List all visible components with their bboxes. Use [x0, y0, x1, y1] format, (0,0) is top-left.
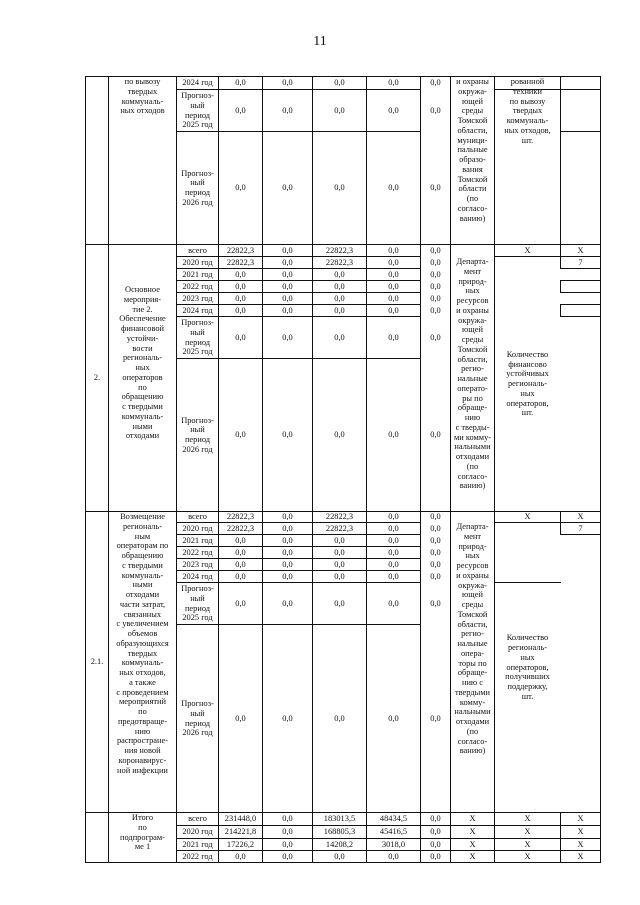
- block_4-c4-cell: 0,0: [430, 839, 441, 849]
- block_2-c4-cell: 0,0: [430, 305, 441, 315]
- block_4-period-cell: 2021 год: [182, 839, 213, 849]
- x-mark: Х: [577, 827, 584, 837]
- block_2-total-cell: 22822,3: [226, 245, 255, 255]
- block_3-c2-cell: 0,0: [334, 598, 345, 608]
- block_3-total-cell: 22822,3: [226, 512, 255, 522]
- block_2-c1-cell: 0,0: [282, 293, 293, 303]
- block_4-c2-cell: 168805,3: [323, 827, 356, 837]
- block_1-c1-cell: 0,0: [282, 105, 293, 115]
- block_2-c3-cell: 0,0: [388, 332, 399, 342]
- block_3-c2-cell: 0,0: [334, 571, 345, 581]
- block_4-c3-cell: 45416,5: [379, 827, 408, 837]
- indicator: Количество региональ- ных операторов, получивших поддержку, шт.: [505, 633, 550, 701]
- block_3-total-cell: 0,0: [235, 598, 246, 608]
- block_1-c2-cell: 0,0: [334, 105, 345, 115]
- block_2-c3-cell: 0,0: [388, 305, 399, 315]
- block_2-total-cell: 0,0: [235, 293, 246, 303]
- block_3-total-cell: 0,0: [235, 559, 246, 569]
- x-mark: Х: [469, 851, 476, 861]
- block_3-c3-cell: 0,0: [388, 535, 399, 545]
- block_4-c1-cell: 0,0: [282, 827, 293, 837]
- block_3-c3-cell: 0,0: [388, 598, 399, 608]
- block_2-period-cell: Прогноз- ный период 2025 год: [181, 318, 214, 357]
- block_3-c3-cell: 0,0: [388, 523, 399, 533]
- block_3-c3-cell: 0,0: [388, 571, 399, 581]
- block_4-total-cell: 214221,8: [224, 827, 257, 837]
- block_2-c2-cell: 0,0: [334, 269, 345, 279]
- block_3-period-cell: 2024 год: [182, 571, 213, 581]
- block_3-c3-cell: 0,0: [388, 713, 399, 723]
- block_1-period-cell: Прогноз- ный период 2026 год: [181, 168, 214, 207]
- block_3-period-cell: 2021 год: [182, 535, 213, 545]
- x-mark: Х: [577, 814, 584, 824]
- block_4-period-cell: всего: [188, 814, 207, 824]
- x-mark: Х: [577, 839, 584, 849]
- block_2-c4-cell: 0,0: [430, 281, 441, 291]
- executor-tail: и охраны окружа- ющей среды Томской области, муници- пальные образо- вания Томской области (по согласо- ванию): [456, 77, 489, 223]
- block_1-period-cell: Прогноз- ный период 2025 год: [181, 91, 214, 130]
- block_3-c1-cell: 0,0: [282, 559, 293, 569]
- block_1-c1-cell: 0,0: [282, 78, 293, 88]
- block_2-c4-cell: 0,0: [430, 430, 441, 440]
- block_4-c1-cell: 0,0: [282, 851, 293, 861]
- block_4-c3-cell: 3018,0: [381, 839, 406, 849]
- block_3-c3-cell: 0,0: [388, 547, 399, 557]
- block_2-c1-cell: 0,0: [282, 430, 293, 440]
- block_3-total-cell: 22822,3: [226, 523, 255, 533]
- block_2-c2-cell: 22822,3: [325, 257, 354, 267]
- block_3-c1-cell: 0,0: [282, 523, 293, 533]
- block_1-c3-cell: 0,0: [388, 183, 399, 193]
- block_1-c2-cell: 0,0: [334, 183, 345, 193]
- block_3-c2-cell: 0,0: [334, 535, 345, 545]
- row-number: 2.: [93, 373, 101, 383]
- block_3-c2-cell: 22822,3: [325, 512, 354, 522]
- block_2-total-cell: 0,0: [235, 269, 246, 279]
- block_2-c2-cell: 0,0: [334, 305, 345, 315]
- block_3-period-cell: 2020 год: [182, 523, 213, 533]
- block_1-c4-cell: 0,0: [430, 105, 441, 115]
- block_2-c2-cell: 0,0: [334, 430, 345, 440]
- block_4-c1-cell: 0,0: [282, 839, 293, 849]
- indicator-tail: рованной техники по вывозу твердых коммуналь- ных отходов, шт.: [504, 77, 551, 145]
- block_2-period-cell: 2022 год: [182, 281, 213, 291]
- block_3-c4-cell: 0,0: [430, 713, 441, 723]
- x-mark: Х: [524, 814, 531, 824]
- executor: Департа- мент природ- ных ресурсов и охраны окружа- ющей среды Томской области, регио- нальные операто- ры по обраще- нию с тверды- ми комму- нальными отходами (по согласо- ванию): [453, 257, 492, 491]
- block_3-c1-cell: 0,0: [282, 512, 293, 522]
- block_2-period-cell: 2021 год: [182, 269, 213, 279]
- block_3-period-cell: всего: [188, 512, 207, 522]
- x-mark: Х: [469, 814, 476, 824]
- block_2-c1-cell: 0,0: [282, 332, 293, 342]
- value-2020: 7: [578, 257, 583, 267]
- block_2-total-cell: 0,0: [235, 430, 246, 440]
- block_1-c1-cell: 0,0: [282, 183, 293, 193]
- block_3-c3-cell: 0,0: [388, 512, 399, 522]
- block_2-total-cell: 0,0: [235, 305, 246, 315]
- x-mark: Х: [524, 851, 531, 861]
- block_3-total-cell: 0,0: [235, 535, 246, 545]
- block_4-c4-cell: 0,0: [430, 827, 441, 837]
- x-mark: Х: [524, 512, 531, 522]
- block_1-total-cell: 0,0: [235, 105, 246, 115]
- block_2-c1-cell: 0,0: [282, 245, 293, 255]
- block_4-period-cell: 2020 год: [182, 827, 213, 837]
- block_2-c1-cell: 0,0: [282, 281, 293, 291]
- block_4-c1-cell: 0,0: [282, 814, 293, 824]
- x-mark: Х: [577, 851, 584, 861]
- block_2-c1-cell: 0,0: [282, 269, 293, 279]
- block_2-c2-cell: 0,0: [334, 293, 345, 303]
- block_2-c3-cell: 0,0: [388, 269, 399, 279]
- block_3-period-cell: Прогноз- ный период 2026 год: [181, 699, 214, 738]
- block_2-c1-cell: 0,0: [282, 305, 293, 315]
- block_2-total-cell: 0,0: [235, 332, 246, 342]
- block_2-c4-cell: 0,0: [430, 245, 441, 255]
- block_1-total-cell: 0,0: [235, 78, 246, 88]
- block_3-period-cell: 2023 год: [182, 559, 213, 569]
- block_3-c2-cell: 22822,3: [325, 523, 354, 533]
- block_2-c4-cell: 0,0: [430, 269, 441, 279]
- x-mark: Х: [577, 512, 584, 522]
- block_1-c2-cell: 0,0: [334, 78, 345, 88]
- block_2-c3-cell: 0,0: [388, 257, 399, 267]
- block_2-c2-cell: 0,0: [334, 332, 345, 342]
- block_2-c4-cell: 0,0: [430, 293, 441, 303]
- block_3-c2-cell: 0,0: [334, 713, 345, 723]
- block_4-c3-cell: 0,0: [388, 851, 399, 861]
- executor: Департа- мент природ- ных ресурсов и охраны окружа- ющей среды Томской области, регио- нальные опера- торы по обраще- нию с твердыми комму- нальными отходами (по согласо- ванию): [454, 522, 491, 756]
- block_1-total-cell: 0,0: [235, 183, 246, 193]
- block_3-c2-cell: 0,0: [334, 559, 345, 569]
- block_3-c1-cell: 0,0: [282, 598, 293, 608]
- block_4-c2-cell: 183013,5: [323, 814, 356, 824]
- block_4-total-cell: 0,0: [235, 851, 246, 861]
- block_4-period-cell: 2022 год: [182, 851, 213, 861]
- block_2-c2-cell: 22822,3: [325, 245, 354, 255]
- x-mark: Х: [524, 245, 531, 255]
- measure-name: Возмещение региональ- ным операторам по обращению с твердыми коммуналь- ными отходами части затрат, связанных с увеличением объемов образующихся твердых коммуналь- ных отходов, а также с проведением мероприятий по предотвраще- нию распростране- ния новой коронавирус- ной инфекции: [116, 512, 169, 775]
- block_4-c2-cell: 14208,2: [325, 839, 354, 849]
- block_2-period-cell: 2023 год: [182, 293, 213, 303]
- block_4-c2-cell: 0,0: [334, 851, 345, 861]
- block_3-c4-cell: 0,0: [430, 571, 441, 581]
- block_3-c4-cell: 0,0: [430, 523, 441, 533]
- block_3-c4-cell: 0,0: [430, 512, 441, 522]
- block_1-c4-cell: 0,0: [430, 78, 441, 88]
- block_2-c1-cell: 0,0: [282, 257, 293, 267]
- block_2-c3-cell: 0,0: [388, 281, 399, 291]
- block_1-c4-cell: 0,0: [430, 183, 441, 193]
- x-mark: Х: [469, 827, 476, 837]
- block_2-c3-cell: 0,0: [388, 293, 399, 303]
- block_4-total-cell: 17226,2: [226, 839, 255, 849]
- block_1-c3-cell: 0,0: [388, 105, 399, 115]
- block_1-period-cell: 2024 год: [182, 78, 213, 88]
- measure-name: Основное мероприя- тие 2. Обеспечение финансовой устойчи- вости региональ- ных операторов по обращению с твердыми коммуналь- ными отходами: [119, 285, 166, 441]
- block_3-c3-cell: 0,0: [388, 559, 399, 569]
- row-number: 2.1.: [90, 657, 104, 667]
- block_2-c3-cell: 0,0: [388, 245, 399, 255]
- block_2-period-cell: 2024 год: [182, 305, 213, 315]
- block_4-total-cell: 231448,0: [224, 814, 257, 824]
- indicator: Количество финансово устойчивых региональ- ных операторов, шт.: [506, 349, 549, 418]
- block_3-total-cell: 0,0: [235, 571, 246, 581]
- block_4-c4-cell: 0,0: [430, 814, 441, 824]
- block_1-c3-cell: 0,0: [388, 78, 399, 88]
- block_3-c1-cell: 0,0: [282, 535, 293, 545]
- total-label: Итого по подпрограм- ме 1: [120, 813, 165, 852]
- x-mark: Х: [577, 245, 584, 255]
- block_2-period-cell: Прогноз- ный период 2026 год: [181, 415, 214, 454]
- block_3-total-cell: 0,0: [235, 547, 246, 557]
- block_4-c3-cell: 48434,5: [379, 814, 408, 824]
- block_3-c4-cell: 0,0: [430, 559, 441, 569]
- block_2-period-cell: всего: [188, 245, 207, 255]
- x-mark: Х: [524, 827, 531, 837]
- page-number: 11: [313, 34, 327, 49]
- block_2-c3-cell: 0,0: [388, 430, 399, 440]
- block_2-period-cell: 2020 год: [182, 257, 213, 267]
- block_4-c4-cell: 0,0: [430, 851, 441, 861]
- block_3-c1-cell: 0,0: [282, 713, 293, 723]
- block_3-period-cell: 2022 год: [182, 547, 213, 557]
- x-mark: Х: [469, 839, 476, 849]
- block_2-c4-cell: 0,0: [430, 257, 441, 267]
- block_3-c4-cell: 0,0: [430, 598, 441, 608]
- block_3-c1-cell: 0,0: [282, 547, 293, 557]
- block_3-c2-cell: 0,0: [334, 547, 345, 557]
- block_2-total-cell: 22822,3: [226, 257, 255, 267]
- block_3-period-cell: Прогноз- ный период 2025 год: [181, 584, 214, 623]
- block_2-c4-cell: 0,0: [430, 332, 441, 342]
- block_3-c4-cell: 0,0: [430, 535, 441, 545]
- block_2-c2-cell: 0,0: [334, 281, 345, 291]
- value-2020: 7: [578, 523, 583, 533]
- block_3-total-cell: 0,0: [235, 713, 246, 723]
- measure-name-tail: по вывозу твердых коммуналь- ных отходов: [120, 77, 165, 116]
- block_3-c1-cell: 0,0: [282, 571, 293, 581]
- block_2-total-cell: 0,0: [235, 281, 246, 291]
- x-mark: Х: [524, 839, 531, 849]
- block_3-c4-cell: 0,0: [430, 547, 441, 557]
